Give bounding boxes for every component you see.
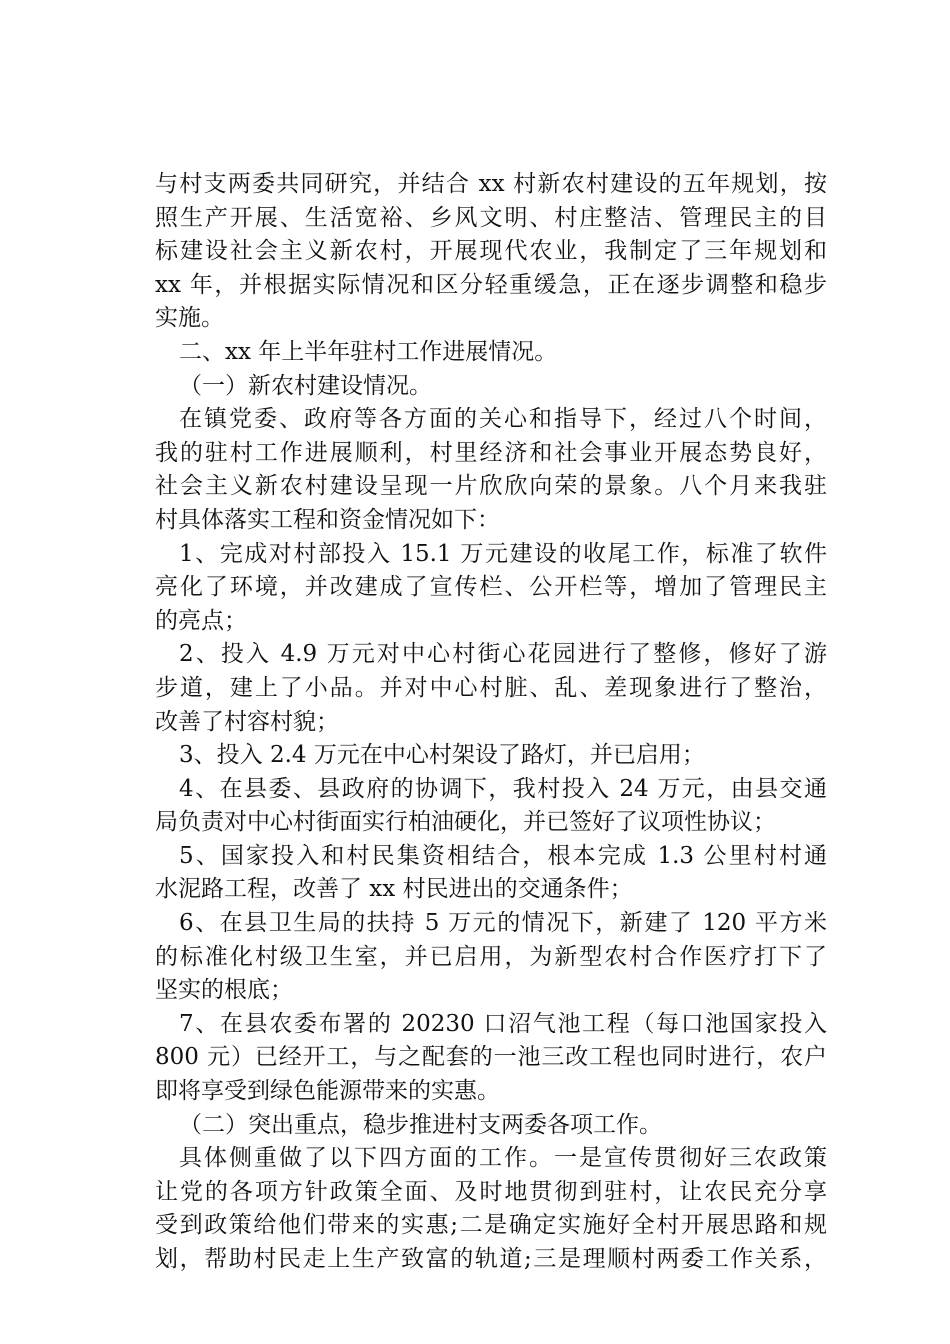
text-line: 坚实的根底；: [155, 977, 293, 1004]
paragraph: [155, 638, 827, 739]
text-line: 7、在县农委布署的 20230 口沼气池工程（每口池国家投入: [179, 1010, 827, 1037]
text-line: （二）突出重点，稳步推进村支两委各项工作。: [179, 1111, 662, 1138]
text-line: 4、在县委、县政府的协调下，我村投入 24 万元，由县交通: [179, 775, 827, 802]
text-line: 6、在县卫生局的扶持 5 万元的情况下，新建了 120 平方米: [179, 910, 827, 937]
paragraph: [155, 370, 827, 404]
text-line: 划，帮助村民走上生产致富的轨道;三是理顺村两委工作关系，: [155, 1246, 827, 1272]
text-line: 标建设社会主义新农村，开展现代农业，我制定了三年规划和: [155, 238, 827, 265]
text-line: 我的驻村工作进展顺利，村里经济和社会事业开展态势良好，: [155, 439, 827, 466]
text-line: 改善了村容村貌；: [155, 708, 339, 735]
text-line: 800 元）已经开工，与之配套的一池三改工程也同时进行，农户: [155, 1044, 827, 1071]
text-line: 二、xx 年上半年驻村工作进展情况。: [179, 338, 558, 365]
text-line: 实施。: [155, 305, 224, 332]
text-line: 村具体落实工程和资金情况如下：: [155, 506, 500, 533]
text-line: 让党的各项方针政策全面、及时地贯彻到驻村，让农民充分享: [155, 1178, 827, 1205]
text-line: 即将享受到绿色能源带来的实惠。: [155, 1078, 500, 1105]
text-line: 与村支两委共同研究，并结合 xx 村新农村建设的五年规划，按: [155, 171, 827, 197]
text-line: 3、投入 2.4 万元在中心村架设了路灯，并已启用；: [179, 742, 705, 769]
text-line: xx 年，并根据实际情况和区分轻重缓急，正在逐步调整和稳步: [155, 271, 827, 298]
text-line: 5、国家投入和村民集资相结合，根本完成 1.3 公里村村通: [179, 842, 827, 869]
text-line: （一）新农村建设情况。: [179, 372, 432, 399]
paragraph: [155, 1008, 827, 1109]
paragraph: [155, 336, 827, 370]
paragraph: [155, 1142, 827, 1276]
text-line: 步道，建上了小品。并对中心村脏、乱、差现象进行了整治，: [155, 674, 827, 701]
document-page: [155, 168, 827, 1277]
paragraph: [155, 403, 827, 537]
paragraph: [155, 1109, 827, 1143]
text-line: 亮化了环境，并改建成了宣传栏、公开栏等，增加了管理民主: [155, 574, 827, 601]
text-line: 具体侧重做了以下四方面的工作。一是宣传贯彻好三农政策: [179, 1145, 827, 1172]
text-line: 1、完成对村部投入 15.1 万元建设的收尾工作，标准了软件: [179, 540, 827, 567]
paragraph: [155, 773, 827, 840]
paragraph: [155, 168, 827, 336]
text-line: 的亮点；: [155, 607, 247, 634]
text-line: 局负责对中心村街面实行柏油硬化，并已签好了议项性协议；: [155, 809, 776, 836]
text-line: 的标准化村级卫生室，并已启用，为新型农村合作医疗打下了: [155, 943, 827, 970]
text-line: 受到政策给他们带来的实惠;二是确定实施好全村开展思路和规: [155, 1212, 827, 1239]
text-line: 社会主义新农村建设呈现一片欣欣向荣的景象。八个月来我驻: [155, 473, 827, 500]
paragraph: [155, 907, 827, 1008]
paragraph: [155, 840, 827, 907]
text-line: 照生产开展、生活宽裕、乡风文明、村庄整洁、管理民主的目: [155, 204, 827, 231]
paragraph: [155, 538, 827, 639]
text-line: 水泥路工程，改善了 xx 村民进出的交通条件；: [155, 876, 633, 903]
text-line: 2、投入 4.9 万元对中心村街心花园进行了整修，修好了游: [179, 641, 827, 668]
text-line: 在镇党委、政府等各方面的关心和指导下，经过八个时间，: [179, 406, 827, 433]
paragraph: [155, 739, 827, 773]
